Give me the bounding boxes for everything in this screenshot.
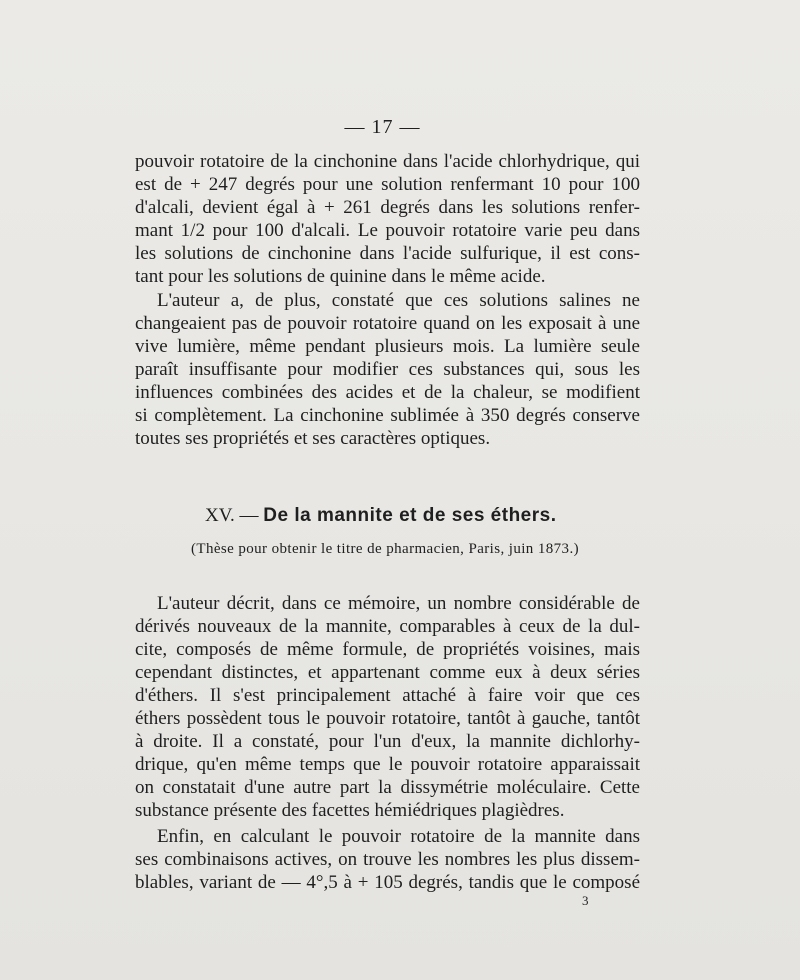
section-numeral: XV. — (205, 505, 259, 526)
text-line: changeaient pas de pouvoir rotatoire quand on les exposait à une (135, 313, 640, 334)
text-line: ses combinaisons actives, on trouve les nombres les plus dissem- (135, 849, 640, 870)
text-line: on constatait d'une autre part la dissymétrie moléculaire. Cette (135, 777, 640, 798)
page-number: — 17 — (344, 116, 421, 138)
text-line: à droite. Il a constaté, pour l'un d'eux, la mannite dichlorhy- (135, 731, 640, 752)
paragraph-continuation (135, 150, 640, 288)
text-line: toutes ses propriétés et ses caractères optiques. (135, 428, 491, 449)
text-line: blables, variant de — 4°,5 à + 105 degrés, tandis que le composé (135, 872, 640, 893)
paragraph-light-stability (135, 289, 640, 450)
text-line: les solutions de cinchonine dans l'acide sulfurique, il est cons- (135, 243, 640, 264)
text-line: paraît insuffisante pour modifier ces substances qui, sous les (135, 359, 640, 380)
text-line: L'auteur décrit, dans ce mémoire, un nombre considérable de (157, 593, 640, 614)
text-line: L'auteur a, de plus, constaté que ces solutions salines ne (157, 290, 640, 311)
text-line: vive lumière, même pendant plusieurs mois. La lumière seule (135, 336, 640, 357)
text-line: cependant distinctes, et appartenant comme eux à deux séries (135, 662, 640, 683)
paragraph-mannite-derivatives (135, 592, 640, 822)
text-line: éthers possèdent tous le pouvoir rotatoire, tantôt à gauche, tantôt (135, 708, 640, 729)
text-line: Enfin, en calculant le pouvoir rotatoire de la mannite dans (157, 826, 640, 847)
text-line: dérivés nouveaux de la mannite, comparables à ceux de la dul- (135, 616, 640, 637)
paragraph-rotatory-values (135, 825, 640, 894)
section-subtitle: (Thèse pour obtenir le titre de pharmacien, Paris, juin 1873.) (190, 541, 580, 557)
text-line: substance présente des facettes hémiédriques plagièdres. (135, 800, 565, 821)
text-line: d'éthers. Il s'est principalement attaché à faire voir que ces (135, 685, 640, 706)
text-line: tant pour les solutions de quinine dans le même acide. (135, 266, 546, 287)
text-line: cite, composés de même formule, de propriétés voisines, mais (135, 639, 640, 660)
signature-mark: 3 (582, 893, 589, 908)
text-line: si complètement. La cinchonine sublimée à 350 degrés conserve (135, 405, 640, 426)
text-line: est de + 247 degrés pour une solution renfermant 10 pour 100 (135, 174, 640, 195)
text-line: d'alcali, devient égal à + 261 degrés dans les solutions renfer- (135, 197, 640, 218)
section-title: De la mannite et de ses éthers. (263, 505, 557, 526)
section-heading (205, 505, 556, 527)
text-line: pouvoir rotatoire de la cinchonine dans l'acide chlorhydrique, qui (135, 151, 640, 172)
text-line: mant 1/2 pour 100 d'alcali. Le pouvoir rotatoire varie peu dans (135, 220, 640, 241)
text-line: drique, qu'en même temps que le pouvoir rotatoire apparaissait (135, 754, 640, 775)
text-line: influences combinées des acides et de la chaleur, se modifient (135, 382, 640, 403)
